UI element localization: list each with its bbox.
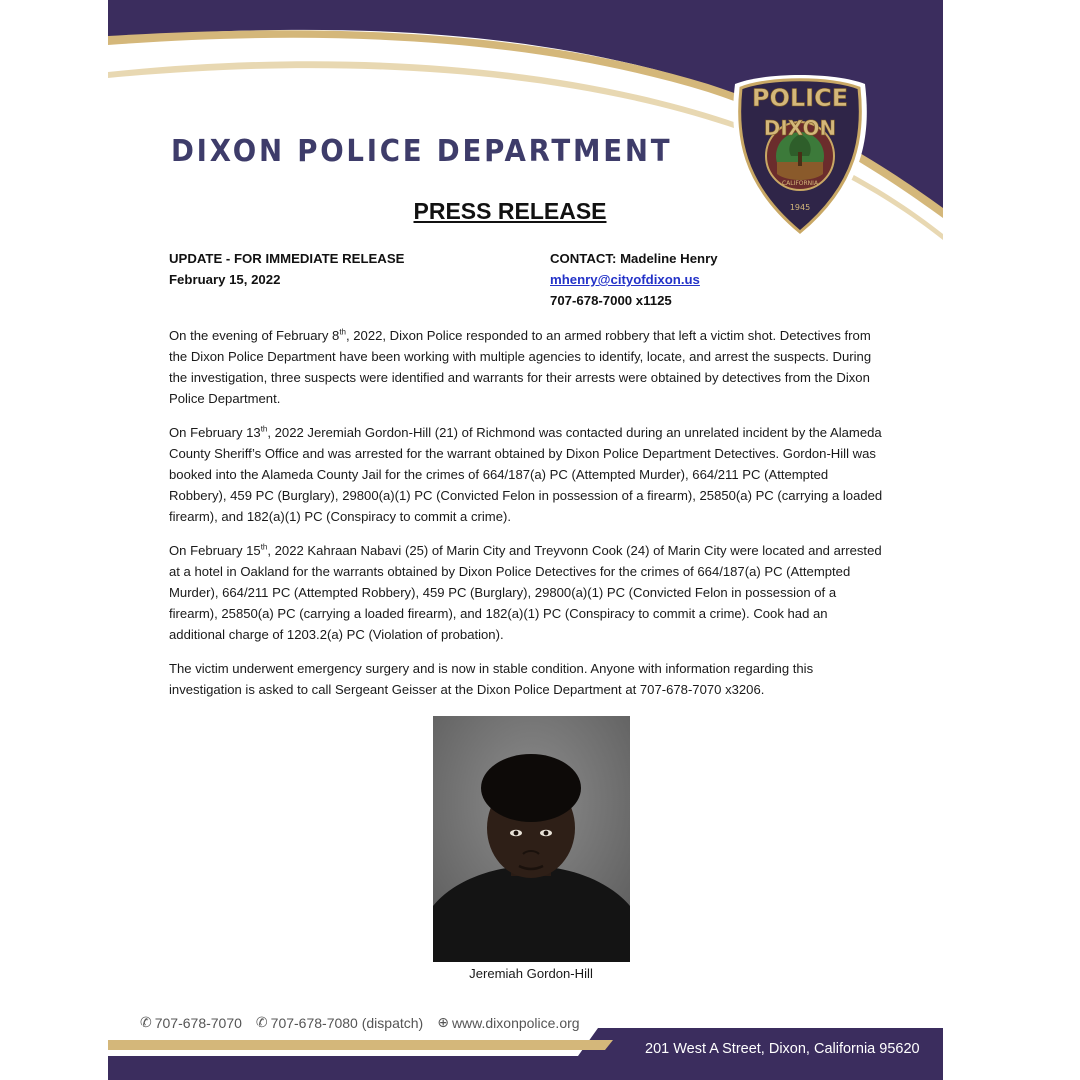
contact-phone: 707-678-7000 x1125 [550,293,672,308]
globe-icon: ⊕ [437,1014,449,1030]
contact-name: CONTACT: Madeline Henry [550,251,718,266]
release-info [169,248,404,290]
release-body [169,325,884,713]
paragraph-victim-status: The victim underwent emergency surgery and is now in stable condition. Anyone with information regarding this investigation is asked to call Sergeant Geisser at the Dixon Police Department at 707-678-7070 x3206. [169,661,814,697]
contact-block [550,248,718,311]
phone-icon: ✆ [255,1014,268,1030]
paragraph-incident: On the evening of February 8th, 2022, Dixon Police responded to an armed robbery that left a victim shot. Detectives from the Dixon Police Department have been working with multiple agencies to identify, locate, and arrest the suspects. During the investigation, three suspects were identified and warrants for their arrests were obtained by detectives from the Dixon Police Department. [169,327,872,406]
photo-caption: Jeremiah Gordon-Hill [469,966,593,981]
release-date: February 15, 2022 [169,272,281,287]
badge-police-text: POLICE [751,84,849,112]
press-release-title: PRESS RELEASE [413,198,607,224]
footer-address: 201 West A Street, Dixon, California 95620 [645,1041,920,1057]
footer-gold-stripe [108,1040,613,1050]
footer-phone-main[interactable]: ✆ 707-678-7070 [140,1014,242,1031]
release-status: UPDATE - FOR IMMEDIATE RELEASE [169,251,405,266]
badge-year-text: 1945 [789,203,811,212]
footer-contacts [140,1014,580,1031]
department-name: DIXON POLICE DEPARTMENT [171,134,673,169]
press-release-page [108,0,943,1080]
badge-dixon-text: DIXON [763,116,837,140]
footer-phone-dispatch[interactable]: ✆ 707-678-7080 (dispatch) [255,1014,424,1031]
paragraph-second-arrest: On February 15th, 2022 Kahraan Nabavi (25) of Marin City and Treyvonn Cook (24) of Marin City were located and arrested at a hotel in Oakland for the warrants obtained by Dixon Police Detectives for the crimes of 664/187(a) PC (Attempted Murder), 664/211 PC (Attempted Robbery), 459 PC (Burglary), 29800(a)(1) PC (Convicted Felon in possession of a firearm), 25850(a) PC (carrying a loaded firearm), and 182(a)(1) PC (Conspiracy to commit a crime). Cook had an additional charge of 1203.2(a) PC (Violation of probation). [169,542,882,642]
footer-website-link[interactable]: ⊕ www.dixonpolice.org [437,1014,580,1031]
paragraph-first-arrest: On February 13th, 2022 Jeremiah Gordon-Hill (21) of Richmond was contacted during an unrelated incident by the Alameda County Sheriff’s Office and was arrested for the warrant obtained by Dixon Police Department Detectives. Gordon-Hill was booked into the Alameda County Jail for the crimes of 664/187(a) PC (Attempted Murder), 664/211 PC (Attempted Robbery), 459 PC (Burglary), 29800(a)(1) PC (Convicted Felon in possession of a firearm), 25850(a) PC (carrying a loaded firearm), and 182(a)(1) PC (Conspiracy to commit a crime). [169,424,883,524]
badge-state-text: CALIFORNIA [781,180,819,187]
suspect-photo [433,716,630,962]
phone-icon: ✆ [140,1014,152,1030]
contact-email-link[interactable]: mhenry@cityofdixon.us [550,272,700,287]
